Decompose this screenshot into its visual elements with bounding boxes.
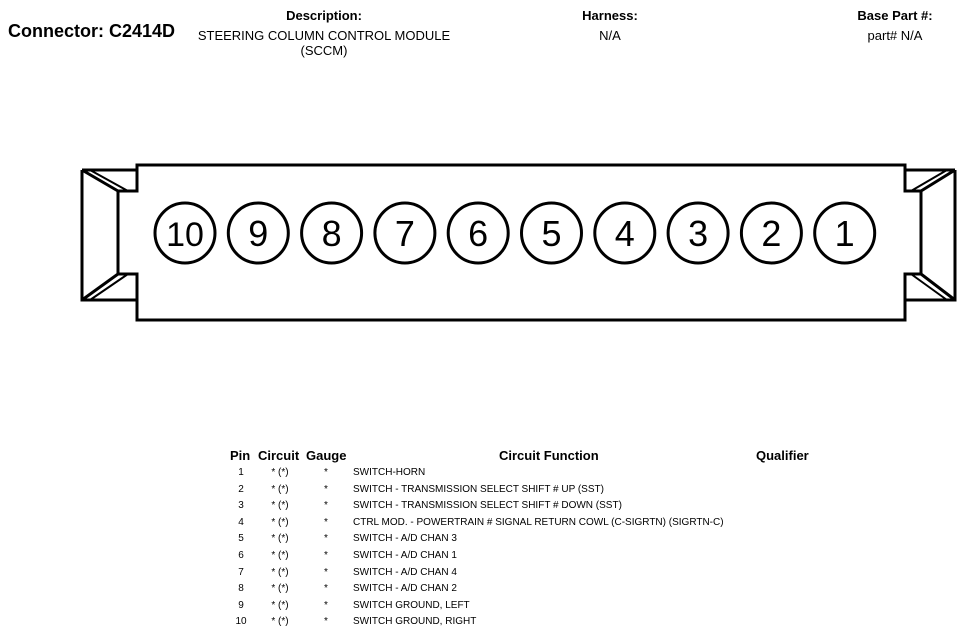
circuit-cell: * (*) (271, 550, 289, 561)
function-cell: SWITCH - A/D CHAN 4 (353, 566, 457, 578)
pin-number: 5 (541, 213, 562, 254)
gauge-cell: * (324, 516, 328, 528)
gauge-cell: * (324, 467, 328, 478)
header-qualifier: Qualifier (756, 448, 809, 463)
function-cell: SWITCH GROUND, LEFT (353, 599, 470, 611)
table-row (0, 500, 965, 516)
table-row (0, 550, 965, 566)
header-circuit-function: Circuit Function (499, 448, 599, 463)
circuit-cell: * (*) (271, 467, 289, 478)
connector-title: Connector: C2414D (8, 21, 176, 41)
pin-number: 8 (321, 213, 342, 254)
table-row (0, 533, 965, 549)
function-cell: SWITCH GROUND, RIGHT (353, 616, 477, 628)
header-circuit: Circuit (258, 448, 300, 463)
pin-number: 1 (834, 213, 855, 254)
function-cell: SWITCH - TRANSMISSION SELECT SHIFT # DOWN (SST) (353, 500, 622, 512)
gauge-cell: * (324, 483, 328, 495)
pin-6 (448, 203, 508, 263)
pin-number: 2 (761, 213, 782, 254)
pin-10 (155, 203, 215, 263)
function-cell: SWITCH - A/D CHAN 3 (353, 533, 457, 545)
gauge-cell: * (324, 533, 328, 545)
circuit-cell: * (*) (271, 516, 289, 528)
base-part-label: Base Part #: (857, 8, 933, 23)
gauge-cell: * (324, 599, 328, 611)
pin-number: 4 (614, 213, 635, 254)
circuit-cell: * (*) (271, 483, 289, 495)
function-cell: CTRL MOD. - POWERTRAIN # SIGNAL RETURN COWL (C-SIGRTN) (SIGRTN-C) (353, 516, 724, 528)
pin-number: 10 (166, 216, 204, 254)
header-pin: Pin (230, 448, 251, 463)
pin-cell: 3 (238, 500, 244, 512)
circuit-cell: * (*) (271, 583, 289, 595)
table-row (0, 467, 965, 483)
base-part-value: part# N/A (867, 28, 923, 43)
pin-1 (815, 203, 875, 263)
pin-cell: 9 (238, 599, 244, 611)
table-row (0, 567, 965, 583)
function-cell: SWITCH-HORN (353, 467, 426, 478)
pin-2 (741, 203, 801, 263)
circuit-cell: * (*) (271, 566, 289, 578)
pin-cell: 10 (235, 616, 247, 628)
pin-cell: 1 (238, 467, 244, 478)
function-cell: SWITCH - A/D CHAN 2 (353, 583, 457, 595)
table-row (0, 517, 965, 533)
pin-cell: 7 (238, 566, 244, 578)
description-value: STEERING COLUMN CONTROL MODULE (SCCM) (197, 28, 451, 58)
table-row (0, 484, 965, 500)
description-label: Description: (286, 8, 362, 23)
gauge-cell: * (324, 566, 328, 578)
gauge-cell: * (324, 550, 328, 561)
table-row (0, 583, 965, 599)
pin-cell: 8 (238, 583, 244, 595)
gauge-cell: * (324, 500, 328, 512)
function-cell: SWITCH - A/D CHAN 1 (353, 550, 457, 561)
harness-label: Harness: (582, 8, 638, 23)
harness-value: N/A (599, 28, 621, 43)
circuit-cell: * (*) (271, 500, 289, 512)
function-cell: SWITCH - TRANSMISSION SELECT SHIFT # UP (SST) (353, 483, 604, 495)
connector-diagram (0, 150, 965, 340)
pin-group (155, 203, 875, 263)
gauge-cell: * (324, 583, 328, 595)
pin-cell: 5 (238, 533, 244, 545)
circuit-cell: * (*) (271, 533, 289, 545)
pin-4 (595, 203, 655, 263)
pin-8 (302, 203, 362, 263)
pin-cell: 4 (238, 516, 244, 528)
pin-9 (228, 203, 288, 263)
circuit-cell: * (*) (271, 616, 289, 628)
pin-cell: 2 (238, 483, 244, 495)
pin-7 (375, 203, 435, 263)
circuit-cell: * (*) (271, 599, 289, 611)
header-gauge: Gauge (306, 448, 347, 463)
pin-number: 9 (248, 213, 269, 254)
gauge-cell: * (324, 616, 328, 628)
pin-number: 7 (394, 213, 415, 254)
table-row (0, 616, 965, 632)
pin-5 (522, 203, 582, 263)
table-row (0, 600, 965, 616)
pin-number: 3 (688, 213, 709, 254)
pin-cell: 6 (238, 550, 244, 561)
pin-number: 6 (468, 213, 489, 254)
pin-3 (668, 203, 728, 263)
